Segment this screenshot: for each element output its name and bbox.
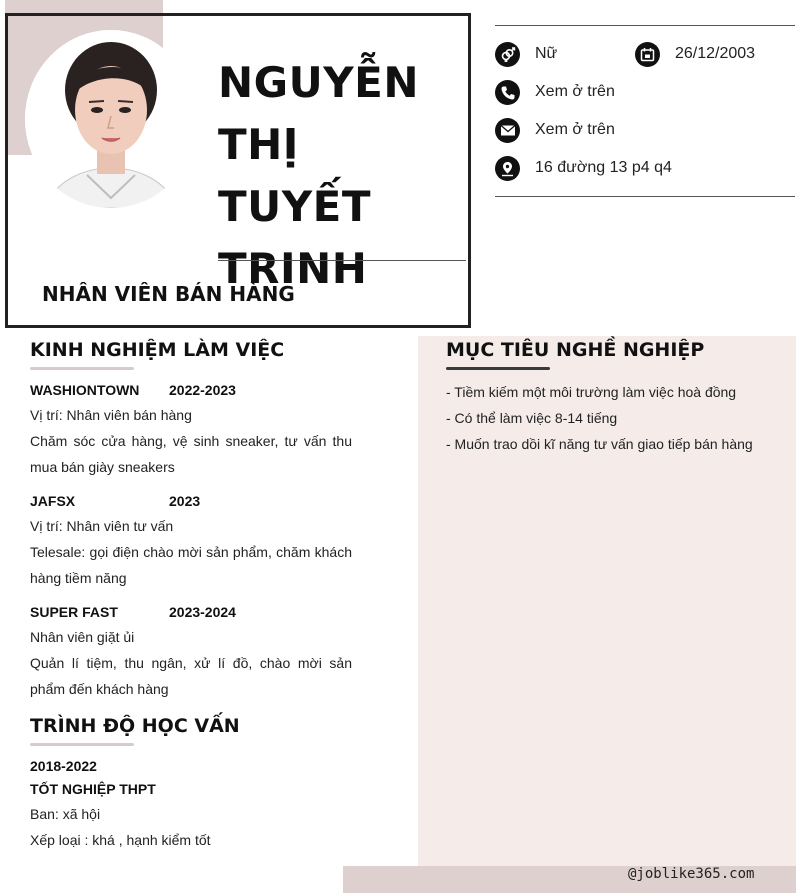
- education-major: Ban: xã hội: [30, 806, 101, 822]
- job-years: 2023: [169, 493, 201, 509]
- objective-item: - Tiềm kiếm một môi trường làm việc hoà đồng: [446, 384, 737, 400]
- job-company: WASHIONTOWN: [30, 382, 140, 398]
- address-value: 16 đường 13 p4 q4: [535, 159, 672, 176]
- divider: [218, 260, 466, 261]
- gender-icon: [495, 42, 520, 67]
- experience-title: KINH NGHIỆM LÀM VIỆC: [30, 339, 285, 361]
- location-icon: [495, 156, 520, 181]
- education-grade: Xếp loại : khá , hạnh kiểm tốt: [30, 832, 211, 848]
- objective-item: - Có thể làm việc 8-14 tiếng: [446, 410, 618, 426]
- job-description: Telesale: gọi điện chào mời sản phẩm, chăm khách hàng tiềm năng: [30, 544, 352, 586]
- section-underline: [30, 743, 134, 746]
- job-company: SUPER FAST: [30, 604, 118, 620]
- job-role: Vị trí: Nhân viên bán hàng: [30, 407, 192, 423]
- calendar-icon: [635, 42, 660, 67]
- job-description: Quản lí tiệm, thu ngân, xử lí đồ, chào mời sản phẩm đến khách hàng: [30, 655, 352, 697]
- divider: [495, 196, 795, 197]
- divider: [495, 25, 795, 26]
- education-years: 2018-2022: [30, 758, 97, 774]
- section-underline: [446, 367, 550, 370]
- phone-icon: [495, 80, 520, 105]
- job-role: Nhân viên giặt ủi: [30, 629, 135, 645]
- job-years: 2022-2023: [169, 382, 236, 398]
- objective-title: MỤC TIÊU NGHỀ NGHIỆP: [446, 339, 705, 361]
- education-degree: TỐT NGHIỆP THPT: [30, 781, 156, 797]
- job-title: NHÂN VIÊN BÁN HÀNG: [42, 282, 295, 306]
- education-title: TRÌNH ĐỘ HỌC VẤN: [30, 715, 240, 737]
- objective-item: - Muốn trao dồi kĩ năng tư vấn giao tiếp bán hàng: [446, 436, 753, 452]
- gender-value: Nữ: [535, 45, 558, 62]
- job-years: 2023-2024: [169, 604, 236, 620]
- candidate-name: NGUYỄN THỊ TUYẾT TRINH: [218, 58, 419, 293]
- section-underline: [30, 367, 134, 370]
- phone-value: Xem ở trên: [535, 83, 615, 100]
- birthdate-value: 26/12/2003: [675, 45, 756, 62]
- job-description: Chăm sóc cửa hàng, vệ sinh sneaker, tư vấn thu mua bán giày sneakers: [30, 433, 352, 475]
- email-value: Xem ở trên: [535, 121, 615, 138]
- email-icon: [495, 118, 520, 143]
- watermark-text: @joblike365.com: [628, 866, 755, 882]
- job-role: Vị trí: Nhân viên tư vấn: [30, 518, 174, 534]
- profile-photo: [25, 30, 197, 208]
- job-company: JAFSX: [30, 493, 76, 509]
